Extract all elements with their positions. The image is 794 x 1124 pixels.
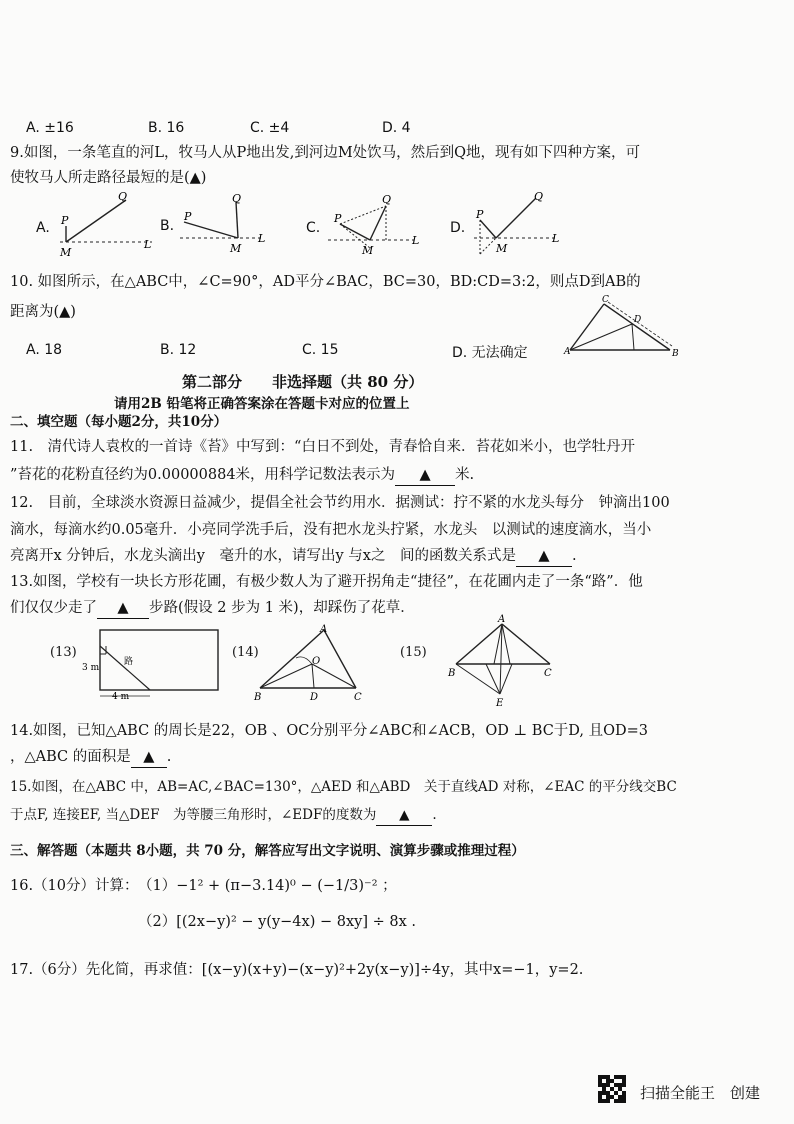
q13-line1: 13.如图，学校有一块长方形花圃，有极少数人为了避开拐角走“捷径”，在花圃内走了一条“路”．他 [10,574,643,590]
q11-line1: 11. 清代诗人袁枚的一首诗《苔》中写到：“白日不到处，青春恰自来．苔花如米小，也学牡丹开 [10,439,635,455]
q9d-label-l: L [552,232,560,245]
q12-blank: ▲ [516,546,572,567]
q13-blank: ▲ [97,598,149,619]
q14-line2a: ，△ABC 的面积是 [10,749,131,765]
q11-tail: 米. [455,467,475,483]
q16-part2: （2）[(2x−y)² − y(y−4x) − 8xy] ÷ 8x . [138,914,416,930]
q12-tail: . [571,548,577,564]
fig14-label-a: A [320,624,328,635]
q10-label-b: B [672,349,679,359]
fig15-label-b: B [448,668,456,679]
q14-line2b: . [166,749,172,765]
q9-figure-c [324,190,428,260]
q13-line2b: 步路(假设 2 步为 1 米)，却踩伤了花草． [149,600,415,616]
part2-title: 第二部分 非选择题（共 80 分） [182,373,424,391]
fig15-label-a: A [498,614,506,625]
q10-label-a: A [564,347,571,357]
fig14-label-c: C [354,692,362,703]
q9b-label-l: L [258,232,266,245]
q10-label-c: C [602,295,609,305]
q9a-label-q: Q [118,190,128,203]
q9b-label-q: Q [232,192,242,205]
q9c-label-p: P [334,212,342,225]
q15-blank: ▲ [376,805,432,826]
fig14-triangle [252,624,368,704]
q9c-label-m: M [362,244,374,257]
q14-line2 [10,747,171,768]
q9d-label-m: M [496,242,508,255]
q10-line2: 距离为(▲) [10,304,76,320]
q12-line3-text: 亮离开x 分钟后，水龙头滴出y 毫升的水，请写出y 与x之 间的函数关系式是 [10,548,516,564]
fig14-caption: (14) [232,645,259,660]
fig15-label-c: C [544,668,552,679]
q9-option-c: C. [306,220,321,236]
q9-line1: 9.如图，一条笔直的河L，牧马人从P地出发,到河边M处饮马，然后到Q地，现有如下四种方案，可 [10,145,641,161]
q16-part1: （1）−1² + (π−3.14)⁰ − (−1/3)⁻² ； [138,878,397,894]
q10-option-c: C. 15 [302,342,339,358]
q15-line2b: . [432,807,437,823]
q8-option-b: B. 16 [148,120,185,136]
fig14-label-b: B [254,692,262,703]
q9a-label-p: P [61,214,69,227]
fig15-label-e: E [496,698,504,709]
q12-line1: 12. 目前，全球淡水资源日益减少，提倡全社会节约用水．据测试：拧不紧的水龙头每分 钟滴出100 [10,495,670,511]
fig13-rectangle-garden [78,626,228,706]
q8-option-c: C. ±4 [250,120,290,136]
q14-line1: 14.如图，已知△ABC 的周长是22，OB 、OC分别平分∠ABC和∠ACB，OD ⊥ BC于D, 且OD=3 [10,723,649,739]
fig15-caption: (15) [400,645,427,660]
q12-line2: 滴水，每滴水约0.05毫升．小亮同学洗手后，没有把水龙头拧紧，水龙头 以测试的速度滴水，当小 [10,522,652,538]
q9-option-b: B. [160,218,175,234]
section2-heading: 二、填空题（每小题2分，共10分） [10,414,228,430]
q9-figure-a [56,190,156,260]
q13-line2 [10,598,415,619]
q8-option-d: D. 4 [382,120,411,136]
q9a-label-l: L [144,238,152,251]
q11-line2 [10,465,474,486]
q9-figure-d [470,190,570,260]
fig13-path-label: 路 [124,657,134,667]
q10-line1: 10. 如图所示，在△ABC中，∠C=90°，AD平分∠BAC，BC=30，BD:CD=3:2，则点D到AB的 [10,274,641,290]
q10-option-b: B. 12 [160,342,197,358]
q11-line2-text: ”苔花的花粉直径约为0.00000884米，用科学记数法表示为 [10,467,396,483]
q13-line2a: 们仅仅少走了 [10,600,97,616]
qr-code-icon [598,1075,626,1103]
q9-figure-b [176,190,272,260]
q16-head: 16.（10分）计算： [10,878,139,894]
q17-text: 17.（6分）先化简，再求值：[(x−y)(x+y)−(x−y)²+2y(x−y)]÷4y，其中x=−1，y=2. [10,962,584,978]
q9a-label-m: M [60,246,72,259]
fig15-triangle [446,614,564,710]
fig13-caption: (13) [50,645,77,660]
section3-heading: 三、解答题（本题共 8小题，共 70 分，解答应写出文字说明、演算步骤或推理过程） [10,843,525,859]
q10-label-d: D [634,315,642,325]
q12-line3 [10,546,577,567]
q9d-label-q: Q [534,190,544,203]
fig14-label-o: O [312,656,321,667]
q9d-label-p: P [476,208,484,221]
q15-line2 [10,805,437,826]
footer-brand: 扫描全能王 创建 [640,1084,761,1102]
q9-option-a: A. [36,220,50,236]
q9b-label-m: M [230,242,242,255]
q10-figure [562,294,692,360]
part2-subtitle: 请用2B 铅笔将正确答案涂在答题卡对应的位置上 [114,396,410,412]
q14-blank: ▲ [131,747,167,768]
q9c-label-q: Q [382,193,392,206]
q8-option-a: A. ±16 [26,120,74,136]
fig13-bottom-label: 4 m [112,692,130,702]
fig13-side-label: 3 m [82,663,100,673]
q9c-label-l: L [412,234,420,247]
q10-option-d: D. 无法确定 [452,345,528,361]
q11-blank: ▲ [395,465,455,486]
q9-line2: 使牧马人所走路径最短的是(▲) [10,170,207,186]
q10-option-a: A. 18 [26,342,63,358]
q15-line2a: 于点F, 连接EF, 当△DEF 为等腰三角形时，∠EDF的度数为 [10,807,377,823]
q9-option-d: D. [450,220,466,236]
q9b-label-p: P [184,210,192,223]
fig14-label-d: D [310,692,319,703]
q15-line1: 15.如图，在△ABC 中，AB=AC,∠BAC=130°，△AED 和△ABD 关于直线AD 对称，∠EAC 的平分线交BC [10,779,677,795]
